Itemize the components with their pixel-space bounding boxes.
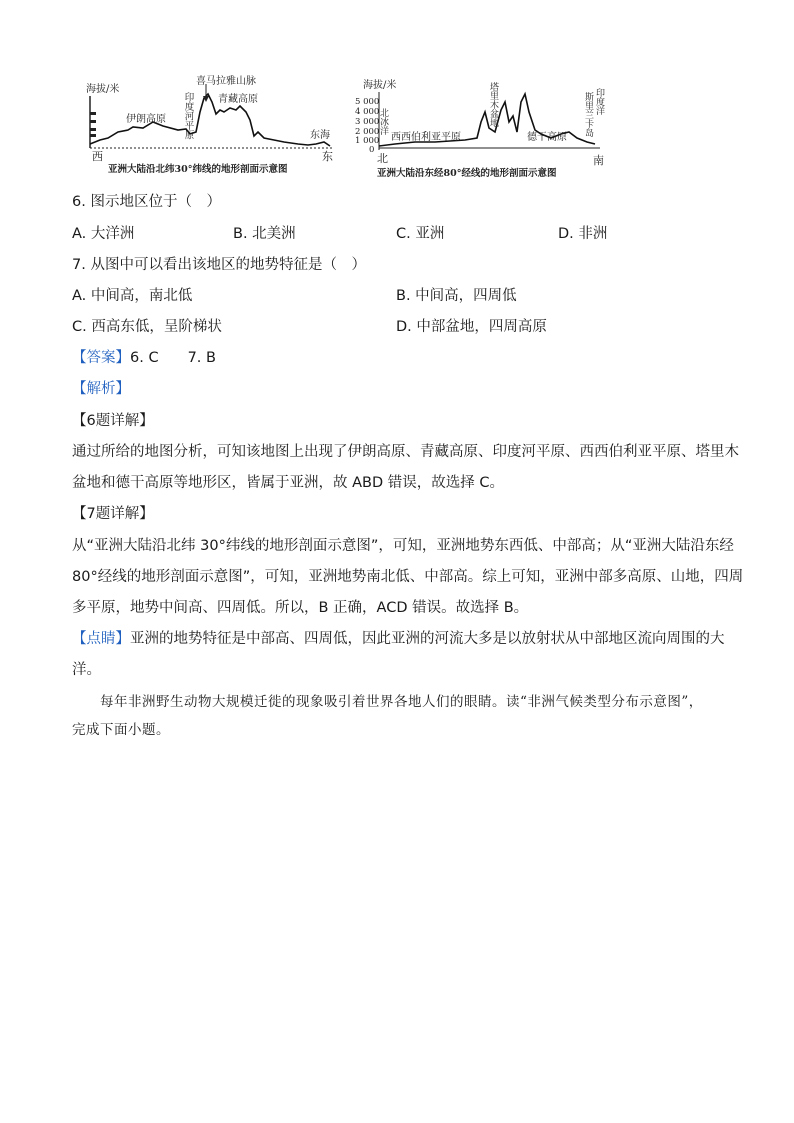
- q7-option-a: A. 中间高，南北低: [72, 288, 193, 304]
- q6-stem: 6. 图示地区位于（ ）: [72, 194, 221, 210]
- fig2-label-tarim: 塔里木盆地: [488, 82, 498, 127]
- figure-profile-30n: [78, 72, 340, 178]
- fig2-tick-1000: 1 000: [355, 136, 380, 146]
- next-intro-line-2: 完成下面小题。: [72, 722, 170, 738]
- next-intro-line-1: 每年非洲野生动物大规模迁徙的现象吸引着世界各地人们的眼睛。读“非洲气候类型分布示意图”，: [100, 694, 703, 710]
- q6-option-c: C. 亚洲: [396, 226, 445, 242]
- fig2-label-srilanka: 斯里兰卡岛: [583, 92, 593, 137]
- q6-option-b: B. 北美洲: [233, 226, 296, 242]
- fig2-tick-5000: 5 000: [355, 97, 380, 107]
- fig1-east: 东: [322, 150, 333, 163]
- fig2-label-deccan: 德干高原: [527, 132, 567, 143]
- detail6-line-1: 通过所给的地图分析，可知该地图上出现了伊朗高原、青藏高原、印度河平原、西西伯利亚平原、塔里木: [72, 444, 739, 460]
- point-line-1: [72, 629, 725, 649]
- q6-option-d: D. 非洲: [558, 226, 608, 242]
- fig1-label-iran: 伊朗高原: [126, 114, 166, 125]
- fig1-label-tibet: 青藏高原: [218, 94, 258, 105]
- detail6-line-2: 盆地和德干高原等地形区，皆属于亚洲，故 ABD 错误，故选择 C。: [72, 475, 504, 491]
- figure-profile-80e: [355, 72, 610, 182]
- fig1-label-indus: 印度河平原: [182, 92, 194, 140]
- analysis-tag: 【解析】: [72, 381, 130, 397]
- q7-option-c: C. 西高东低，呈阶梯状: [72, 319, 222, 335]
- fig2-tick-2000: 2 000: [355, 127, 380, 137]
- detail7-line-1: 从“亚洲大陆沿北纬 30°纬线的地形剖面示意图”，可知，亚洲地势东西低、中部高；从“亚洲大陆沿东经: [72, 538, 734, 554]
- fig2-label-indian-ocean: 印度洋: [594, 88, 604, 115]
- answer-tag: 【答案】: [72, 350, 130, 366]
- q6-option-a: A. 大洋洲: [72, 226, 135, 242]
- fig2-tick-3000: 3 000: [355, 117, 380, 127]
- fig1-label-himalaya: 喜马拉雅山脉: [196, 76, 256, 87]
- q7-stem: 7. 从图中可以看出该地区的地势特征是（ ）: [72, 257, 366, 273]
- fig1-y-label: 海拔/米: [86, 84, 120, 95]
- fig2-tick-4000: 4 000: [355, 107, 380, 117]
- detail6-tag: 【6题详解】: [72, 413, 154, 429]
- detail7-line-2: 80°经线的地形剖面示意图”，可知，亚洲地势南北低、中部高。综上可知，亚洲中部多高原、山地，四周: [72, 569, 744, 585]
- fig2-label-westsiberia: 西西伯利亚平原: [391, 132, 461, 143]
- fig2-label-arctic: 北冰洋: [378, 108, 388, 135]
- fig2-y-label: 海拔/米: [363, 80, 397, 91]
- fig1-west: 西: [92, 150, 103, 163]
- point-line-2: 洋。: [72, 662, 101, 678]
- fig2-caption: 亚洲大陆沿东经80°经线的地形剖面示意图: [377, 168, 557, 179]
- fig1-caption: 亚洲大陆沿北纬30°纬线的地形剖面示意图: [108, 164, 288, 175]
- fig2-tick-0: 0: [369, 145, 375, 155]
- point-text: 亚洲的地势特征是中部高、四周低，因此亚洲的河流大多是以放射状从中部地区流向周围的大: [130, 631, 725, 647]
- fig2-north: 北: [377, 152, 388, 165]
- fig2-south: 南: [593, 154, 604, 167]
- answer-text: 6. C 7. B: [130, 350, 216, 366]
- detail7-tag: 【7题详解】: [72, 506, 154, 522]
- fig1-label-donghai: 东海: [310, 130, 330, 141]
- detail7-line-3: 多平原，地势中间高、四周低。所以，B 正确，ACD 错误。故选择 B。: [72, 600, 529, 616]
- q7-option-d: D. 中部盆地，四周高原: [396, 319, 547, 335]
- answer-line: [72, 348, 216, 368]
- point-tag: 【点睛】: [72, 631, 130, 647]
- q7-option-b: B. 中间高，四周低: [396, 288, 517, 304]
